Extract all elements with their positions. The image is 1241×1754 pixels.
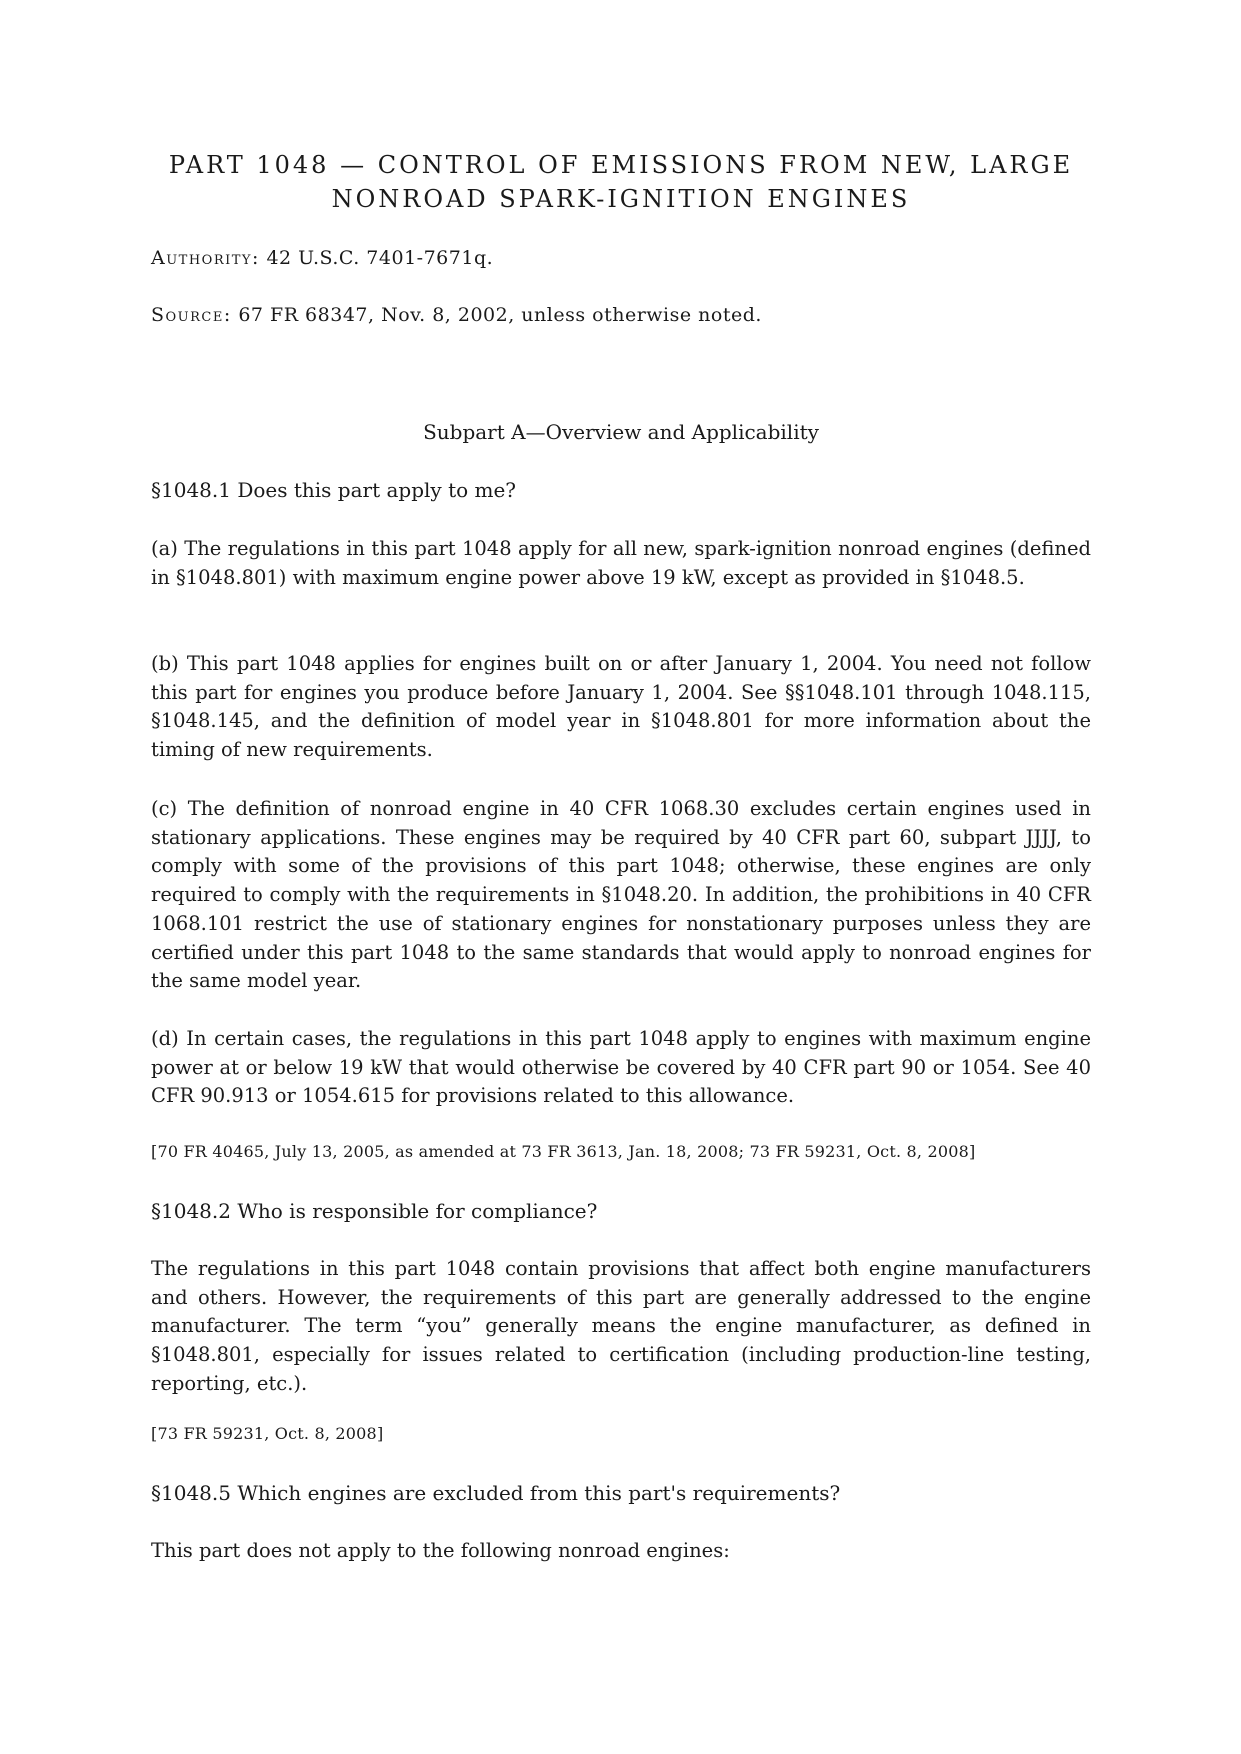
section-heading-1048-1: §1048.1 Does this part apply to me? (151, 478, 517, 502)
paragraph-1048-2: The regulations in this part 1048 contain provisions that affect both engine manufacturers and others. However, the requirements of this part are generally addressed to the engine manufacturer. The term “you” generally means the engine manufacturer, as defined in §1048.801, especially for issues related to certification (including production-line testing, reporting, etc.). (151, 1257, 1091, 1395)
section-heading-1048-2: §1048.2 Who is responsible for compliance? (151, 1199, 598, 1223)
paragraph-1048-1-c: (c) The definition of nonroad engine in 40 CFR 1068.30 excludes certain engines used in stationary applications. These engines may be required by 40 CFR part 60, subpart JJJJ, to comply with some of the provisions of this part 1048; otherwise, these engines are only required to comply with the requirements in §1048.20. In addition, the prohibitions in 40 CFR 1068.101 restrict the use of stationary engines for nonstationary purposes unless they are certified under this part 1048 to the same standards that would apply to nonroad engines for the same model year. (151, 797, 1091, 993)
citation-1048-1: [70 FR 40465, July 13, 2005, as amended at 73 FR 3613, Jan. 18, 2008; 73 FR 59231, Oct. 8, 2008] (151, 1142, 976, 1161)
source-line (151, 304, 762, 326)
part-title (151, 148, 1091, 216)
part-title-line-2: NONROAD SPARK-IGNITION ENGINES (331, 185, 911, 213)
subpart-heading: Subpart A—Overview and Applicability (423, 420, 819, 444)
authority-text: 42 U.S.C. 7401-7671q. (266, 247, 494, 269)
authority-line (151, 247, 493, 269)
paragraph-1048-1-b: (b) This part 1048 applies for engines built on or after January 1, 2004. You need not follow this part for engines you produce before January 1, 2004. See §§1048.101 through 1048.115, §1048.145, and the definition of model year in §1048.801 for more information about the timing of new requirements. (151, 652, 1091, 762)
paragraph-1048-1-a: (a) The regulations in this part 1048 apply for all new, spark-ignition nonroad engines (defined in §1048.801) with maximum engine power above 19 kW, except as provided in §1048.5. (151, 537, 1091, 589)
citation-1048-2: [73 FR 59231, Oct. 8, 2008] (151, 1424, 384, 1443)
paragraph-1048-5-intro: This part does not apply to the following nonroad engines: (151, 1539, 730, 1562)
source-text: 67 FR 68347, Nov. 8, 2002, unless otherwise noted. (238, 304, 762, 326)
part-title-line-1: PART 1048 — CONTROL OF EMISSIONS FROM NEW, LARGE (168, 151, 1074, 179)
section-heading-1048-5: §1048.5 Which engines are excluded from this part's requirements? (151, 1481, 841, 1505)
source-label: Source: (151, 304, 232, 326)
authority-label: Authority: (151, 247, 260, 269)
paragraph-1048-1-d: (d) In certain cases, the regulations in this part 1048 apply to engines with maximum engine power at or below 19 kW that would otherwise be covered by 40 CFR part 90 or 1054. See 40 CFR 90.913 or 1054.615 for provisions related to this allowance. (151, 1027, 1091, 1108)
